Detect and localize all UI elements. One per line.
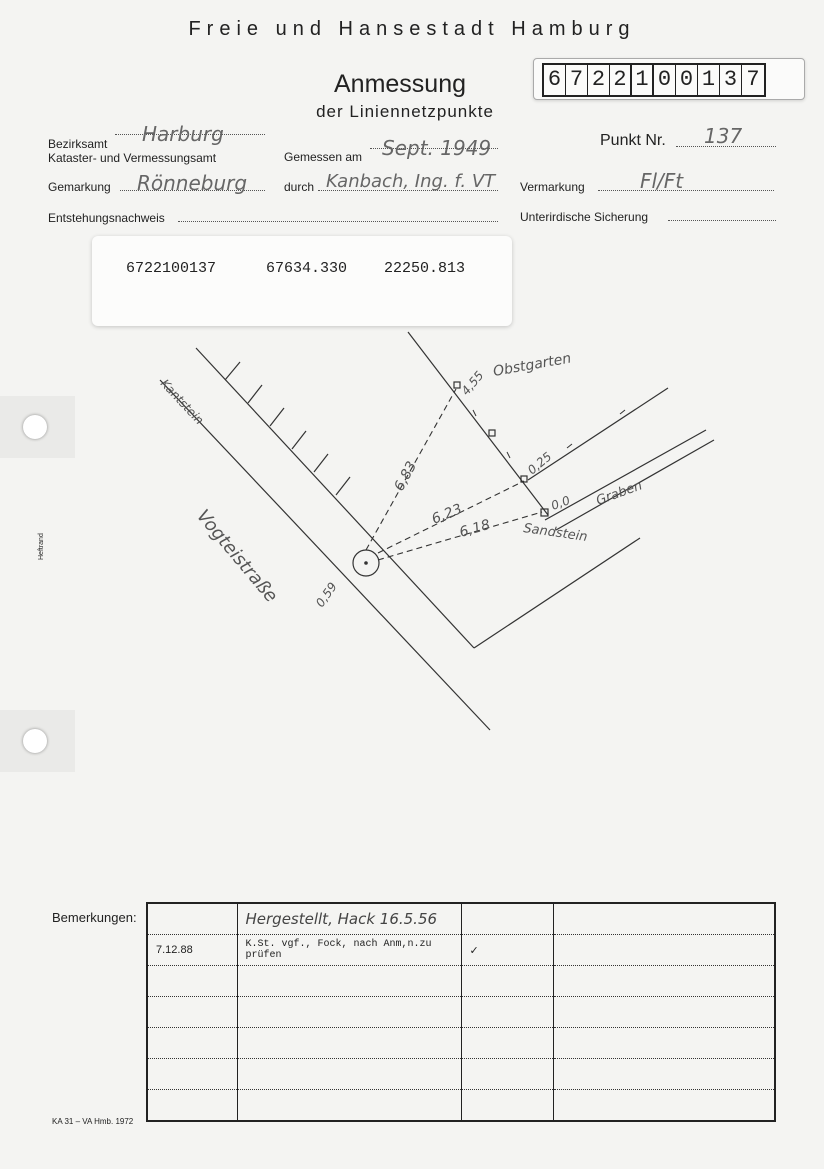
street-edge-left [160, 380, 493, 730]
street-name-label: Vogteistraße [192, 505, 282, 607]
remarks-cell [237, 1028, 461, 1059]
form-footer: KA 31 – VA Hmb. 1972 [52, 1117, 134, 1126]
remarks-row [147, 1090, 775, 1122]
point-number-digit: 6 [544, 65, 566, 95]
remarks-cell [553, 903, 775, 935]
gemarkung-label: Gemarkung [48, 180, 111, 194]
remarks-cell [147, 903, 237, 935]
remarks-label: Bemerkungen: [52, 910, 137, 925]
entstehung-label: Entstehungsnachweis [48, 211, 165, 225]
remarks-row [147, 1028, 775, 1059]
marker-mid [489, 430, 495, 436]
remarks-cell [147, 1059, 237, 1090]
point-number-digit: 7 [566, 65, 588, 95]
remarks-cell [461, 903, 553, 935]
punkt-label: Punkt Nr. [600, 132, 666, 149]
remarks-cell [147, 966, 237, 997]
kantstein-label: Kantstein [157, 376, 207, 428]
remarks-cell: Hergestellt, Hack 16.5.56 [237, 903, 461, 935]
document-title: Anmessung [333, 70, 467, 98]
distance-059: 0,59 [312, 579, 340, 610]
remarks-row [147, 1059, 775, 1090]
remarks-row [147, 935, 775, 966]
remarks-cell [461, 1028, 553, 1059]
remarks-cell [553, 1028, 775, 1059]
heftrand-label: Heftrand [38, 533, 45, 560]
remarks-cell [553, 935, 775, 966]
bezirksamt-label: Bezirksamt [48, 137, 108, 151]
remarks-cell [553, 1059, 775, 1090]
remarks-table [146, 902, 776, 1122]
distance-683: 6,83 [391, 458, 421, 494]
bezirksamt-value: Harburg [142, 122, 224, 146]
remarks-row [147, 997, 775, 1028]
vermarkung-value: Fl/Ft [640, 169, 684, 193]
document-subtitle: der Liniennetzpunkte [316, 102, 494, 121]
remarks-cell [147, 1090, 237, 1122]
point-number-digit: 2 [610, 65, 632, 95]
remarks-cell [237, 997, 461, 1028]
remarks-cell [461, 1059, 553, 1090]
remarks-row [147, 966, 775, 997]
gemessen-label: Gemessen am [284, 150, 363, 164]
kataster-label: Kataster- und Vermessungsamt [48, 151, 217, 165]
point-number-digit: 0 [676, 65, 698, 95]
remarks-cell [553, 997, 775, 1028]
garden-line-right [528, 388, 668, 480]
durch-value: Kanbach, Ing. f. VT [326, 171, 496, 192]
durch-label: durch [284, 180, 315, 194]
remarks-cell [237, 1059, 461, 1090]
distance-455: 4,55 [458, 368, 487, 398]
remarks-cell [553, 1090, 775, 1122]
point-number-digit: 0 [654, 65, 676, 95]
point-number-digit: 7 [746, 67, 760, 92]
remarks-cell: ✓ [461, 935, 553, 966]
street-edge-right [196, 348, 474, 648]
distance-025: 0,25 [524, 449, 555, 478]
remarks-cell [553, 966, 775, 997]
survey-point-center [364, 561, 368, 565]
point-number-digit: 1 [632, 65, 654, 95]
coordinate-id: 6722100137 [126, 260, 217, 277]
remarks-cell [147, 997, 237, 1028]
header-title: Freie und Hansestadt Hamburg [188, 18, 636, 40]
distance-623: 6,23 [429, 501, 465, 528]
remarks-cell [237, 966, 461, 997]
sandstein-label: Sandstein [522, 521, 589, 545]
unterirdisch-label: Unterirdische Sicherung [520, 210, 649, 224]
remarks-cell [461, 997, 553, 1028]
distance-00: 0,0 [549, 493, 572, 513]
vermarkung-label: Vermarkung [520, 180, 585, 194]
point-number-digit: 2 [588, 65, 610, 95]
remarks-cell: 7.12.88 [147, 935, 237, 966]
remarks-cell [461, 1090, 553, 1122]
distance-618: 6,18 [457, 516, 493, 541]
gemarkung-value: Rönneburg [137, 171, 248, 195]
coordinate-y: 22250.813 [384, 260, 466, 277]
remarks-cell [147, 1028, 237, 1059]
remarks-cell: K.St. vgf., Fock, nach Anm,n.zu prüfen [237, 935, 461, 966]
remarks-row [147, 903, 775, 935]
point-number-digit: 3 [720, 65, 742, 95]
gemessen-value: Sept. 1949 [382, 136, 492, 160]
remarks-cell [461, 966, 553, 997]
point-number-digit: 1 [698, 65, 720, 95]
obstgarten-label: Obstgarten [491, 350, 573, 380]
coordinate-x: 67634.330 [266, 260, 348, 277]
graben-label: Graben [594, 478, 645, 509]
ditch-line-3 [474, 538, 640, 648]
punkt-value: 137 [704, 124, 743, 148]
remarks-cell [237, 1090, 461, 1122]
